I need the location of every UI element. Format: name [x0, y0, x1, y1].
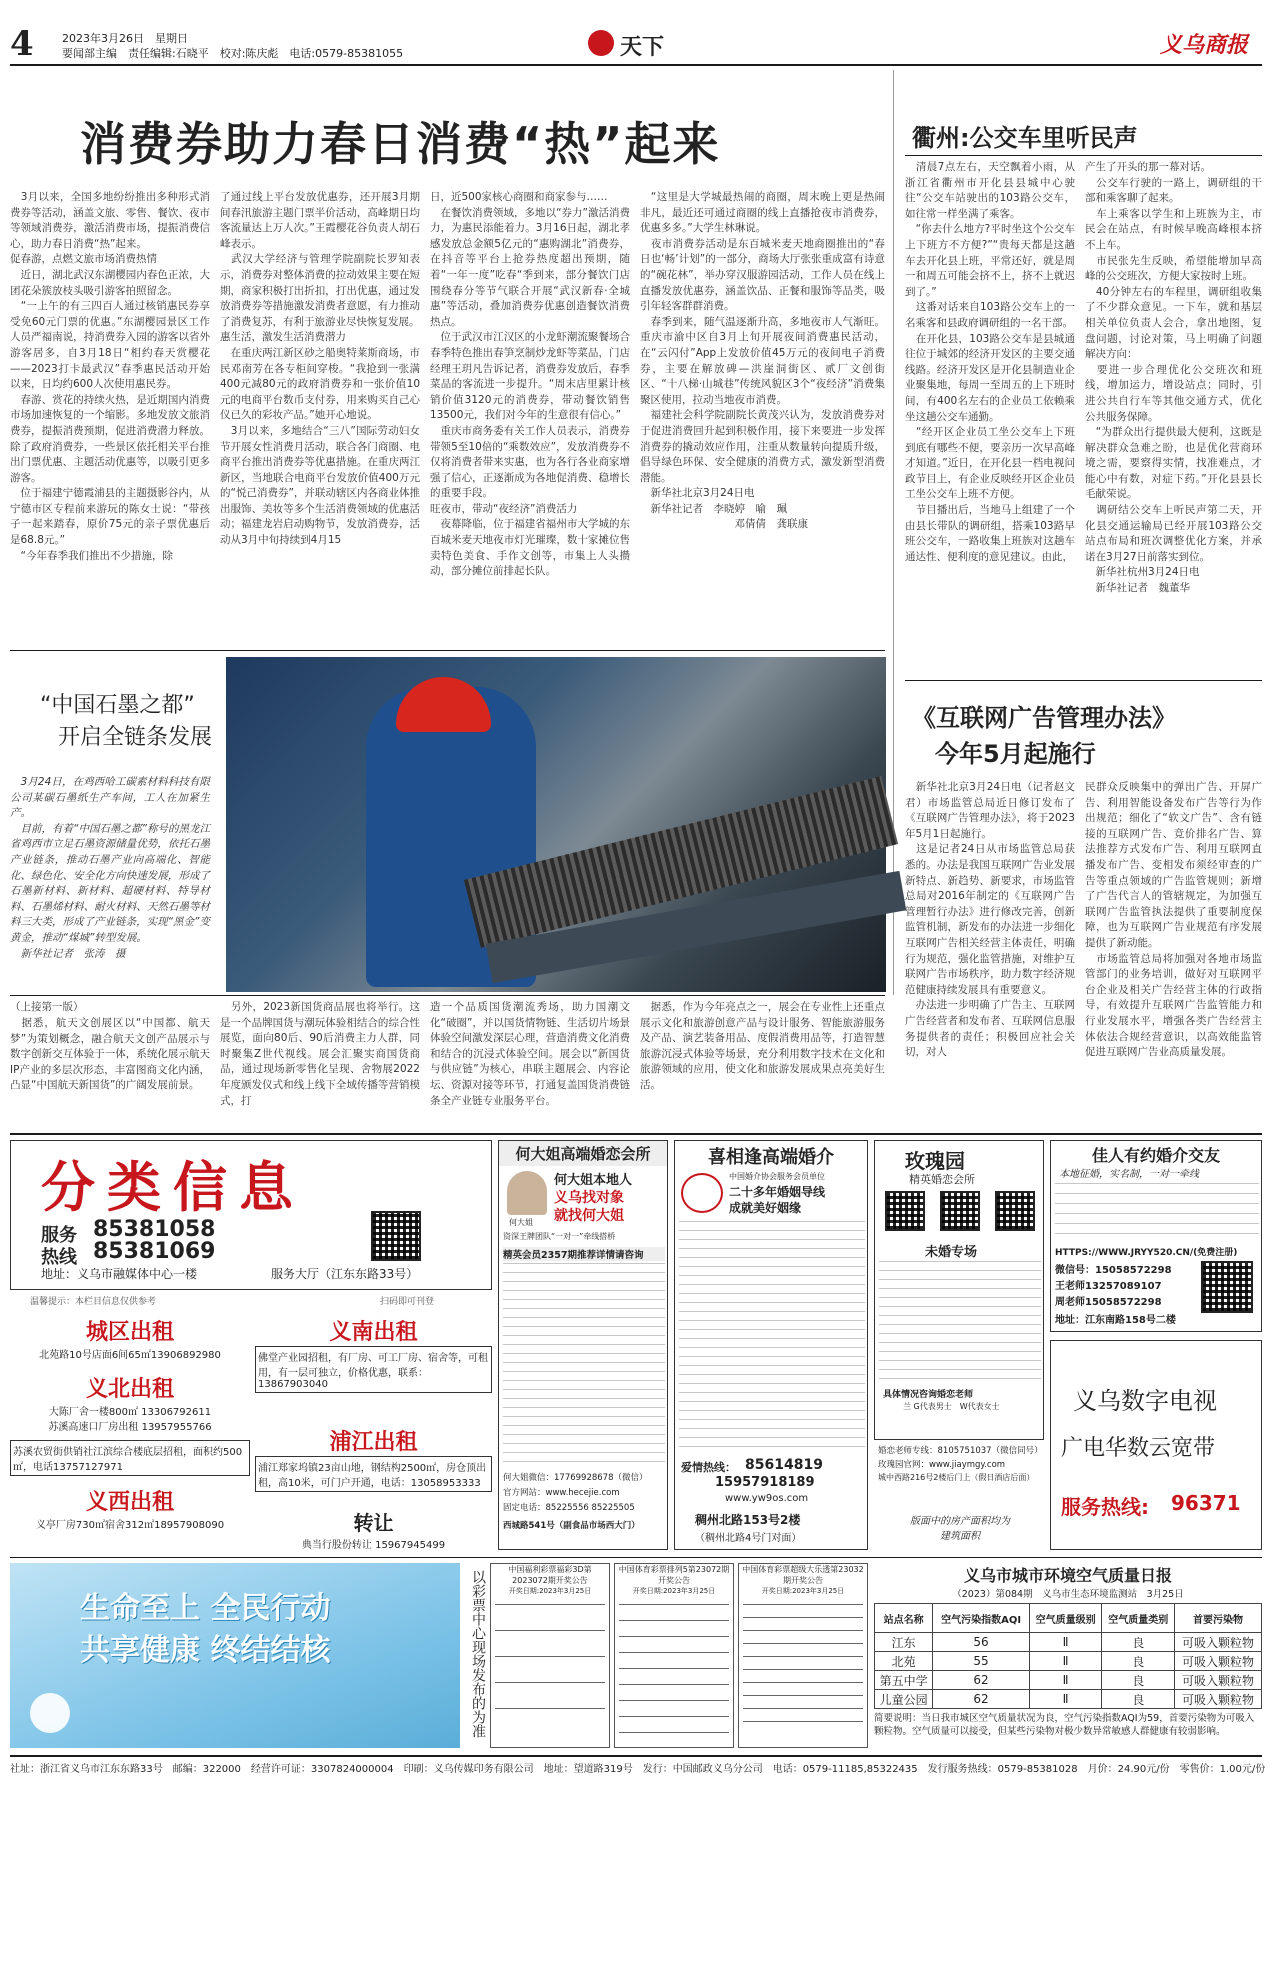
aq-cell: 可吸入颗粒物 [1175, 1633, 1262, 1652]
aq-cell: 北苑 [875, 1652, 933, 1671]
issue-date: 2023年3月26日 星期日 [62, 32, 188, 45]
rose-staff: 兰 G代表男士 W代表女士 [903, 1402, 1000, 1411]
lottery-panel-2 [614, 1563, 734, 1748]
classifieds-banner [10, 1140, 492, 1290]
health-line-1: 生命至上 全民行动 [80, 1591, 331, 1626]
lead-column-2: 了通过线上平台发放优惠券，还开展3月期间春汛旅游主题门票半价活动，高峰期日均客流量达上万人次。”王霞樱花谷负责人胡石峰表示。 武汉大学经济与管理学院副院长罗知表示，消费券对整体消费的拉动效果主要在短期，商家积极打出折扣，打出优惠，通过发放消费券等措施激发消费者意愿，有力推动了消费复苏，有利于旅游业尽快恢复发展。 惠生活，激发生活消费潜力 在重庆两江新区砂之船奥特莱斯商场，市民邓南芳在各专柜间穿梭。“我抢到一张满400元减80元的政府消费券和一张价值10元的电商平台数币支付券，用来购买自己心仪已久的彩妆产品。”她开心地说。 3月以来，多地结合“三八”国际劳动妇女节开展女性消费月活动，联合各门商圈、电商平台推出消费券等优惠措施。在重庆两江新区，当地联合电商平台发放价值400万元的“悦己消费券”，并联动辖区内各商业体推出服饰、美妆等多个生活消费领域的优惠活动；福建龙岩启动购物节，发放消费券，活动从3月中旬持续到4月15 [220, 191, 420, 547]
aq-cell: 第五中学 [875, 1671, 933, 1690]
health-banner [10, 1563, 460, 1748]
lottery-table [743, 1604, 863, 1734]
jia-site: HTTPS://WWW.JRYY520.CN/(免费注册) [1055, 1248, 1238, 1258]
lottery-table [495, 1604, 605, 1734]
he-slogan-2: 义乌找对象 [554, 1190, 624, 1206]
lottery-subtitle: 开奖日期:2023年3月25日 [761, 1587, 845, 1595]
xi-sub-3: 成就美好姻缘 [729, 1201, 802, 1215]
tv-line-1: 义乌数字电视 [1073, 1387, 1217, 1415]
he-web: 官方网站：www.hecejie.com [503, 1488, 620, 1498]
air-quality-panel [874, 1563, 1262, 1748]
lottery-title: 中国福利彩票福彩3D第2023072期开奖公告 [508, 1565, 592, 1585]
xi-title: 喜相逢高端婚介 [708, 1147, 834, 1168]
internet-ad-rule-top [905, 680, 1262, 681]
hotline-phone: 85381069 [93, 1239, 216, 1264]
rose-consult: 具体情况咨询婚恋老师 [883, 1390, 974, 1400]
lottery-title: 中国体育彩票排列5第23072期开奖公告 [618, 1565, 730, 1585]
lottery-note: 以彩票中心现场发布的为准 [470, 1570, 486, 1738]
aq-cell: 62 [933, 1690, 1029, 1709]
hotline-label: 热线 [41, 1247, 77, 1268]
xi-hotline-label: 爱情热线： [681, 1461, 736, 1474]
aq-subtitle: （2023）第084期 义乌市生态环境监测站 3月25日 [952, 1589, 1184, 1600]
rose-site: 玫瑰园官网：www.jiaymgy.com [878, 1460, 1006, 1470]
classifieds-address: 地址：义乌市融媒体中心一楼 [41, 1267, 198, 1281]
aq-cell: 良 [1102, 1690, 1175, 1709]
he-slogan-1: 何大姐本地人 [554, 1173, 633, 1188]
classifieds-qr-caption: 扫码即可刊登 [380, 1297, 435, 1307]
classifieds-hall: 服务大厅（江东东路33号） [271, 1267, 419, 1281]
internet-ad-column-2: 民群众反映集中的弹出广告、开屏广告、利用智能设备发布广告等行为作出规范；细化了“软文广告”、含有链接的互联网广告、竞价排名广告、算法推荐方式发布广告、利用互联网直播发布广告、变相发布须经审查的广告等重点领域的广告监管规则；新增了广告代言人的管辖规定，为加强互联网广告监管执法提供了重要制度保障，也为互联网广告业规范有序发展提供了新动能。 市场监管总局将加强对各地市场监管部门的业务培训，做好对互联网平台企业及相关广告经营主体的行政指导，有效提升互联网广告监管能力和行业发展水平，增强各类广告经营主体依法合规经营意识，以高效能监管促进互联网广告业高质量发展。 [1085, 781, 1262, 1059]
quzhou-headline: 衢州:公交车里听民声 [912, 124, 1138, 152]
he-members-title: 精英会员2357期推荐详情请咨询 [503, 1247, 665, 1261]
rose-title: 玫瑰园 [905, 1149, 965, 1173]
quzhou-column-1: 清晨7点左右，天空飘着小雨，从浙江省衢州市开化县县城中心驶往“公交车站驶出的103路公交车，如往常一样坐满了乘客。 “你去什么地方?平时坐这个公交车上下班方不方便?”“贵每天都是这趟车去开化县上班，平常还好，就是周一和周五可能会挤不上，挤不上就迟到了。” 这番对话来自103路公交车上的一名乘客和县政府调研组的一名干部。 在开化县，103路公交车是县城通往位于城郊的经济开发区的主要交通线路。经济开发区是开化县制造业企业聚集地，每周一至周五的上下班时间，有400名左右的企业员工依赖乘坐这趟公交车通勤。 “经开区企业员工坐公交车上下班到底有哪些不便，要亲历一次早高峰才知道。”近日，在开化县一档电视问政节目上，有企业反映经开区企业员工坐公交车上班不方便。 节目播出后，当地马上组建了一个由县长带队的调研组，搭乘103路早班公交车，一路收集上班族对这趟车通达性、便利度的意见建议。由此， [905, 161, 1075, 563]
jia-member-list [1055, 1183, 1259, 1241]
he-slogan-3: 就找何大姐 [554, 1208, 624, 1224]
rose-member-list [879, 1261, 1041, 1381]
table-row [875, 1652, 1262, 1671]
jia-qr-icon[interactable] [1201, 1261, 1253, 1313]
page-number: 4 [10, 24, 34, 64]
aq-header: 空气质量类别 [1102, 1604, 1175, 1633]
table-row [875, 1633, 1262, 1652]
table-row [875, 1690, 1262, 1709]
aq-cell: 55 [933, 1652, 1029, 1671]
tv-line-2: 广电华数云宽带 [1061, 1436, 1216, 1461]
classified-ad-body: 佛堂产业园招租，有厂房、可工厂房、宿舍等，可租用，有一层可独立，价格优惠，联系：13867903040 [255, 1346, 492, 1393]
lead-column-3: 日，近500家核心商圈和商家参与…… 在餐饮消费领域，多地以“券力”激活消费力，为惠民添能着力。3月16日起，湖北孝感发放总金额5亿元的“惠购湖北”消费券，在抖音等平台上抢券热度超出预期，随着“一年一度”吃春“季到来，部分餐饮门店围绕春分等节气联合开展“武汉新春·全城惠”等活动，叠加消费券优惠创造餐饮消费热点。 位于武汉市江汉区的小龙虾潮流聚餐场合春季特色推出春笋烹制炒龙虾等菜品，门店经理王玥凡告诉记者，消费券发放后，春季菜品的客流进一步提升。“周末店里累计核销价值3120元的消费券，带动餐饮销售13500元，我们对今年的生意很有信心。” 重庆市商务委有关工作人员表示，消费券带领5至10倍的“乘数效应”，发放消费券不仅将消费者带来实惠，也为各行各业商家增强了信心，正逐渐成为各地促消费、稳增长的重要手段。 旺夜市，带动“夜经济”消费活力 夜幕降临，位于福建省福州市大学城的东百城米麦天地夜市灯光璀璨，数十家摊位售卖特色美食、手作文创等，市集上人头攒动，部分摊位前排起长队。 [430, 191, 630, 578]
he-title: 何大姐高端婚恋会所 [499, 1141, 667, 1166]
staff-line: 要闻部主编 责任编辑:石晓平 校对:陈庆彪 电话:0579-85381055 [62, 47, 404, 60]
classifieds-qr-icon[interactable] [371, 1211, 421, 1261]
aq-header: 空气质量级别 [1029, 1604, 1102, 1633]
service-label: 服务 [41, 1225, 77, 1246]
aq-cell: 可吸入颗粒物 [1175, 1652, 1262, 1671]
classified-ad-city [10, 1315, 250, 1370]
classified-ad-yibei [10, 1372, 250, 1432]
graphite-headline-1: “中国石墨之都” [40, 693, 195, 718]
jia-addr: 地址：江东南路158号二楼 [1055, 1315, 1176, 1326]
classified-ad-yinan [255, 1315, 492, 1425]
classified-ad-body: 典当行股份转让 15967945499 [301, 1540, 446, 1551]
digital-tv-ad [1050, 1340, 1262, 1550]
graphite-body: 3月24日，在鸡西哈工碳素材料科技有限公司某碳石墨纸生产车间，工人在加紧生产。 目前，有着“中国石墨之都”称号的黑龙江省鸡西市立足石墨资源储量优势，依托石墨产业链条，推动石墨产业向高端化、智能化、绿色化、安全化方向快速发展，形成了石墨新材料、新材料、超硬材料、特导材料、石墨烯材料、耐火材料、天然石墨等材料三大类，形成了产业链条，实现“黑金”变黄金，推动“煤城”转型发展。 新华社记者 张涛 摄 [10, 776, 210, 960]
jia-phone-1: 微信号：15058572298 [1055, 1265, 1172, 1276]
paper-name: 义乌商报 [1160, 32, 1249, 58]
xi-logo-icon [681, 1173, 723, 1213]
aq-header: 首要污染物 [1175, 1604, 1262, 1633]
aq-cell: Ⅱ [1029, 1652, 1102, 1671]
jia-phone-3: 周老师15058572298 [1055, 1297, 1162, 1308]
ads-rule [10, 1133, 1262, 1135]
health-logo-icon [30, 1693, 70, 1733]
lottery-subtitle: 开奖日期:2023年3月25日 [508, 1587, 592, 1595]
xi-member-list [679, 1221, 865, 1451]
classifieds-notice: 温馨提示：本栏目信息仅供参考 [30, 1297, 157, 1307]
lottery-panel-1 [490, 1563, 610, 1748]
footer-rule [10, 1755, 1262, 1757]
xi-xiangfeng-ad [674, 1140, 868, 1550]
column-divider [893, 70, 894, 995]
aq-cell: 良 [1102, 1671, 1175, 1690]
aq-cell: 江东 [875, 1633, 933, 1652]
lead-column-4: “这里是大学城最热闹的商圈，周末晚上更是热闹非凡，最近还可通过商圈的线上直播抢夜市消费券，优惠多多。”大学生林琳说。 夜市消费券活动是东百城米麦天地商圈推出的“春日也‘畅’计划”的一部分，商场大厅张张重成富有诗意的“碗花林”，举办穿汉服游园活动，工作人员在线上直播发放优惠券，涵盖饮品、正餐和服饰等品类，吸引年轻客群群消费。 春季到来，随气温逐渐升高，多地夜市人气渐旺。重庆市渝中区自3月上旬开展夜间消费惠民活动，在“云闪付”App上发放价值45万元的夜间电子消费券，主要在解放碑—洪崖洞街区、贰厂文创街区、“十八梯·山城巷”传统风貌区3个“夜经济”消费集聚区使用，拉动当地夜市消费。 福建社会科学院副院长黄茂兴认为，发放消费券对于促进消费回升起到积极作用，接下来要进一步发挥消费券的撬动效应作用，注重从数量转向提质升级，倡导绿色环保、安全健康的消费方式，激发新型消费潜能。 新华社北京3月24日电 新华社记者 李晓婷 喻 珮 邓倩倩 龚联康 [640, 191, 885, 531]
rose-sub: 精英婚恋会所 [909, 1173, 975, 1186]
internet-ad-headline-2: 今年5月起施行 [935, 740, 1096, 768]
footer-text: 社址：浙江省义乌市江东东路33号 邮编：322000 经营许可证：3307824000004 印刷：义乌传媒印务有限公司 地址：望道路319号 发行：中国邮政义乌分公司 电话：0579-11185,85322435 发行服务热线：0579-85381028 月价：24.90元/份 零售价：1.00元/份 [10, 1764, 1266, 1775]
classified-ad-transfer [255, 1507, 492, 1551]
aq-cell: 56 [933, 1633, 1029, 1652]
aq-header: 站点名称 [875, 1604, 933, 1633]
table-row [875, 1671, 1262, 1690]
aq-header-row [875, 1604, 1262, 1633]
internet-ad-headline-1: 《互联网广告管理办法》 [912, 704, 1176, 732]
health-line-2: 共享健康 终结结核 [80, 1633, 331, 1668]
aq-table [874, 1603, 1262, 1709]
he-member-list [503, 1263, 665, 1463]
classified-ad-title: 城区出租 [85, 1320, 174, 1345]
xi-addr-2: （稠州北路4号门对面） [695, 1533, 802, 1544]
continued-tag: （上接第一版） [10, 1001, 84, 1013]
lottery-subtitle: 开奖日期:2023年3月25日 [632, 1587, 716, 1595]
aq-cell: Ⅱ [1029, 1690, 1102, 1709]
classified-ad-body: 北苑路10号店面6间65㎡13906892980 [39, 1350, 221, 1361]
jia-slogan: 本地征婚，实名制，一对一牵线 [1059, 1169, 1199, 1180]
lead-headline: 消费券助力春日消费“热”起来 [80, 117, 721, 171]
tv-hotline-label: 服务热线: [1061, 1495, 1149, 1519]
aq-cell: Ⅱ [1029, 1671, 1102, 1690]
service-phone: 85381058 [93, 1217, 216, 1242]
he-photo-label: 何大姐 [509, 1218, 533, 1227]
rose-garden-ad [874, 1140, 1044, 1440]
classified-ad-body: 义亭厂房730㎡宿舍312㎡18957908090 [35, 1520, 225, 1531]
rose-addr: 城中西路216号2楼后门上（假日酒店后面） [878, 1473, 1035, 1482]
section-logo-icon [588, 30, 614, 56]
classified-ad-body: 浦江郑家坞镇23亩山地，钢结构2500㎡，房仓顶出租，高10米，可门户开通，电话：13058953333 [255, 1456, 492, 1492]
continued-column-4: 据悉，作为今年亮点之一，展会在专业性上还重点展示文化和旅游创意产品与设计服务、智能旅游服务及产品、演艺装备用品、度假消费用品等，打造智慧旅游沉浸式体验等场景，充分利用数字技术在文化和旅游领域的应用，使文化和旅游发展成果点亮美好生活。 [640, 1001, 885, 1091]
area-note: 版面中的房产面积均为建筑面积 [910, 1516, 1010, 1542]
continued-column-1: 据悉，航天文创展区以“中国都、航天梦”为策划概念，融合航天文创产品展示与数字创新交互体验于一体，系统化展示航天IP产业的多层次形态，丰富图商文化内涵，凸显“中国航天新国货”的广阔发展前景。 [10, 1017, 210, 1092]
quzhou-column-2: 产生了开头的那一幕对话。 公交车行驶的一路上，调研组的干部和乘客聊了起来。 车上乘客以学生和上班族为主，市民会在站点，有时候早晚高峰根本挤不上车。 市民张先生反映，希望能增加早高峰的公交班次，方便大家按时上班。 40分钟左右的车程里，调研组收集了不少群众意见。一下车，就和基层相关单位负责人会合，拿出地图，复盘问题，讨论对策，马上明确了问题解决方向： 要进一步合理优化公交班次和班线，增加运力，增设站点；同时，引进公共自行车等其他交通方式，优化公共服务保障。 “为群众出行提供最大便利，这既是解决群众急难之盼，也是优化营商环境之需，要察得实情，找准难点，才能心中有数，对症下药。”开化县县长毛献荣说。 调研结公交车上听民声第二天，开化县交通运输局已经开展103路公交站点布局和班次调整优化方案，并承诺在3月27日前落实到位。 新华社杭州3月24日电 新华社记者 魏董华 [1085, 161, 1262, 595]
graphite-headline-2: 开启全链条发展 [58, 725, 213, 750]
lottery-panel-3 [738, 1563, 868, 1748]
classified-ad-title: 义南出租 [329, 1320, 418, 1345]
he-slogan-4: 资深王牌团队“一对一”牵线搭桥 [503, 1232, 616, 1241]
classifieds-title: 分类信息 [41, 1156, 305, 1219]
jia-title: 佳人有约婚介交友 [1091, 1146, 1220, 1165]
header-rule [10, 64, 1262, 66]
aq-title: 义乌市城市环境空气质量日报 [963, 1566, 1172, 1585]
graphite-rule [10, 650, 885, 651]
classified-ad-yixi [10, 1485, 250, 1540]
internet-ad-column-1: 新华社北京3月24日电（记者赵文君）市场监管总局近日修订发布了《互联网广告管理办法》，将于2023年5月1日起施行。 这是记者24日从市场监管总局获悉的。办法是我国互联网广告业发展新特点、新趋势、新要求，市场监管总局对2016年制定的《互联网广告管理暂行办法》进行修改完善，创新监管机制，新发布的办法进一步细化互联网广告相关经营主体责任，明确行为规范，强化监管措施，对维护互联网广告市场秩序，助力数字经济规范健康持续发展具有重要意义。 办法进一步明确了广告主、互联网广告经营者和发布者、互联网信息服务提供者的责任；积极回应社会关切，对人 [905, 781, 1075, 1059]
xi-mobile: 15957918189 [715, 1475, 815, 1490]
classified-ad-title: 转让 [353, 1511, 394, 1535]
classified-ad-title: 义北出租 [85, 1377, 174, 1402]
classified-ad-body: 苏溪农贸街供销社江滨综合楼底层招租，面积约500㎡，电话13757127971 [10, 1440, 250, 1476]
quzhou-rule [905, 155, 1262, 156]
lottery-title: 中国体育彩票超级大乐透第23032期开奖公告 [742, 1565, 864, 1585]
rose-qr-3-icon[interactable] [995, 1191, 1035, 1231]
aq-cell: 62 [933, 1671, 1029, 1690]
aq-header: 空气污染指数AQI [933, 1604, 1029, 1633]
aq-cell: 可吸入颗粒物 [1175, 1690, 1262, 1709]
he-phone: 何大姐微信：17769928678（微信） [503, 1473, 648, 1483]
rose-wechat: 婚恋老师专线：8105751037（微信同号） [878, 1446, 1043, 1456]
tv-hotline: 96371 [1171, 1491, 1241, 1515]
factory-photo [226, 657, 886, 992]
page-header [10, 24, 1262, 64]
aq-cell: 良 [1102, 1633, 1175, 1652]
rose-qr-2-icon[interactable] [940, 1191, 980, 1231]
he-addr: 西城路541号（副食品市场西大门） [503, 1521, 640, 1531]
jia-phone-2: 王老师13257089107 [1055, 1281, 1162, 1292]
section-title: 天下 [620, 35, 665, 60]
aq-cell: 儿童公园 [875, 1690, 933, 1709]
bottom-ads-rule [10, 1557, 1262, 1558]
lead-column-1: 3月以来，全国多地纷纷推出多种形式消费券等活动，涵盖文旅、零售、餐饮、夜市等领域消费券，激活消费市场，提振消费信心，助力春日消费“热”起来。 促春游，点燃文旅市场消费热情 近日，湖北武汉东湖樱园内春色正浓，大团花朵簇放枝头吸引游客拍照留念。 “一上午的有三四百人通过核销惠民券享受免60元门票的优惠。”东湖樱园景区工作人员严福南说，持消费券入园的游客以省外游客居多，自3月18日“相约春天赏樱花——2023打卡最武汉”春季惠民活动开始以来，日均约600人次使用惠民券。 春游、赏花的持续火热，是近期国内消费市场加速恢复的一个缩影。多地发放文旅消费券，提振消费预期，促进消费潜力释放。除了政府消费券，一些景区依托相关平台推出门票优惠、主题活动优惠等，以吸引更多游客。 位于福建宁德霞浦县的主题摄影谷内，从宁德市区专程前来游玩的陈女士说：“带孩子一起来踏春，原价75元的亲子票优惠后是68.8元。” “今年春季我们推出不少措施，除 [10, 191, 210, 562]
xi-web: www.yw9os.com [725, 1493, 809, 1504]
classified-ad-title: 浦江出租 [329, 1430, 418, 1455]
jiaren-ad [1050, 1140, 1262, 1332]
continued-rule [10, 995, 885, 996]
hard-hat-icon [396, 677, 491, 732]
continued-column-2: 另外，2023新国货商品展也将举行。这是一个品牌国货与潮玩体验相结合的综合性展览，面向80后、90后消费主力人群，同时聚集Z世代视线。展会汇聚实商国货商品，通过现场新零售化呈现、舍物展2022年度颁发仪式和线上线下全域传播等营销模式，打 [220, 1001, 420, 1107]
aq-note: 简要说明：当日我市城区空气质量状况为良，空气污染指数AQI为59，首要污染物为可吸入颗粒物。空气质量可以接受，但某些污染物对极少数异常敏感人群健康有较弱影响。 [874, 1713, 1255, 1737]
rose-unmarried: 未婚专场 [925, 1245, 978, 1260]
classified-ad-body: 大陈厂舍一楼800㎡ 13306792611 苏溪高速口厂房出租 13957955766 [48, 1407, 212, 1433]
xi-addr: 稠州北路153号2楼 [695, 1513, 801, 1527]
aq-cell: Ⅱ [1029, 1633, 1102, 1652]
lottery-table [619, 1604, 729, 1734]
continued-column-3: 造一个品质国货潮流秀场，助力国潮文化“破圈”，并以国货情物链、生活切片场景体验空间激发深层心理，营造消费文化消费和结合的沉浸式体验空间。展会以“新国货与供应链”为核心，串联主题展会、内容论坛、资源对接等环节，打通复盖国货消费链条全产业链专业服务平台。 [430, 1001, 630, 1107]
classified-ad-pujiang [255, 1425, 492, 1505]
xi-hotline: 85614819 [745, 1457, 823, 1473]
rose-qr-1-icon[interactable] [885, 1191, 925, 1231]
xi-sub-1: 中国婚介协会服务会员单位 [729, 1172, 825, 1181]
xi-sub-2: 二十多年婚姻导线 [729, 1185, 826, 1199]
classified-ad-title: 义西出租 [85, 1490, 174, 1515]
aq-cell: 良 [1102, 1652, 1175, 1671]
he-photo [507, 1171, 547, 1215]
aq-cell: 可吸入颗粒物 [1175, 1671, 1262, 1690]
he-dajie-ad [498, 1140, 668, 1550]
he-tel: 固定电话：85225556 85225505 [503, 1503, 635, 1513]
classified-ad-suxi [10, 1440, 250, 1480]
